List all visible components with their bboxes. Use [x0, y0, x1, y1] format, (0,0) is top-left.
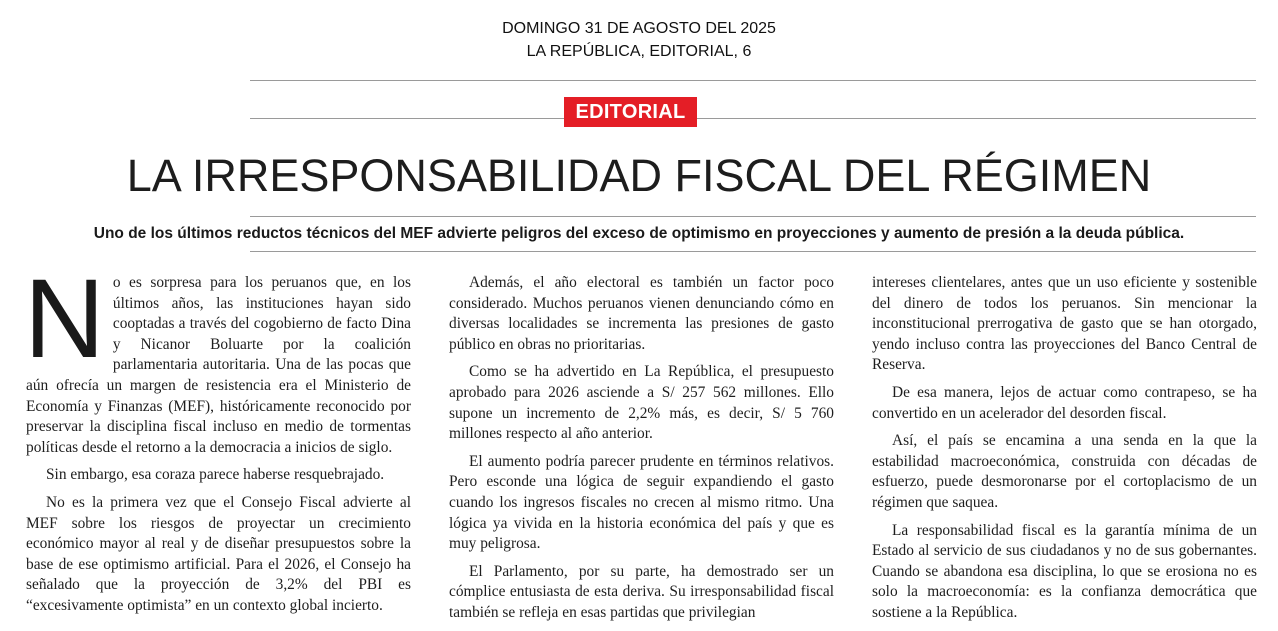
article-column-2	[449, 273, 834, 631]
article-paragraph: Así, el país se encamina a una senda en la que la estabilidad macroeconómica, construida con décadas de esfuerzo, puede desmoronarse por el cortoplacismo de un régimen que saquea.	[872, 432, 1257, 511]
article-paragraph: De esa manera, lejos de actuar como contrapeso, se ha convertido en un acelerador del desorden fiscal.	[872, 383, 1257, 422]
divider-subheadline	[250, 251, 1256, 252]
article-paragraph: La responsabilidad fiscal es la garantía mínima de un Estado al servicio de sus ciudadanos y no de sus gobernantes. Cuando se abandona esa disciplina, lo que se erosiona no es solo la macroeconomía: es la confianza democrática que sostiene a la República.	[872, 521, 1257, 621]
divider-top	[250, 80, 1256, 81]
drop-cap: N	[24, 256, 105, 381]
article-paragraph: Además, el año electoral es también un factor poco considerado. Muchos peruanos vienen denunciando cómo en diversas localidades se incrementa las presiones de gasto público en obras no prioritarias.	[449, 274, 834, 353]
article-paragraph: El Parlamento, por su parte, ha demostrado ser un cómplice entusiasta de esta deriva. Su irresponsabilidad fiscal también se refleja en esas partidas que privilegian	[449, 562, 834, 621]
article-paragraph: El aumento podría parecer prudente en términos relativos. Pero esconde una lógica de seguir expandiendo el gasto cuando los ingresos fiscales no crecen al mismo ritmo. Una lógica ya vivida en la historia económica del país y que es muy peligrosa.	[449, 452, 834, 553]
article-paragraph: Sin embargo, esa coraza parece haberse resquebrajado.	[46, 466, 385, 484]
headline: LA IRRESPONSABILIDAD FISCAL DEL RÉGIMEN	[126, 150, 1152, 201]
publication-source: LA REPÚBLICA, EDITORIAL, 6	[526, 43, 752, 60]
divider-headline	[250, 216, 1256, 217]
publication-date: DOMINGO 31 DE AGOSTO DEL 2025	[502, 20, 776, 37]
divider-section	[250, 118, 1256, 119]
article-column-3	[872, 273, 1257, 631]
article-paragraph: No es la primera vez que el Consejo Fiscal advierte al MEF sobre los riesgos de proyectar un crecimiento económico mayor al real y de diseñar presupuestos sobre la base de ese optimismo artificial. Para el 2026, el Consejo ha señalado que la proyección de 3,2% del PBI es “excesivamente optimista” en un contexto global incierto.	[26, 493, 411, 614]
section-label: EDITORIAL	[564, 97, 697, 127]
article-paragraph: Como se ha advertido en La República, el presupuesto aprobado para 2026 asciende a S/ 257 562 millones. Ello supone un incremento de 2,2% más, es decir, S/ 5 760 millones respecto al año anterior.	[449, 363, 834, 443]
paragraph-text: o es sorpresa para los peruanos que, en los últimos años, las instituciones hayan sido cooptadas a través del cogobierno de facto Dina y Nicanor Boluarte por la coalición parlamentaria autoritaria. Una de las pocas que aún ofrecía un margen de resistencia era el Ministerio de Economía y Finanzas (MEF), históricamente reconocido por preservar la disciplina fiscal incluso en medio de tormentas políticas desde el retorno a la democracia a inicios de siglo.	[26, 274, 411, 456]
article-column-1	[24, 256, 411, 624]
article-paragraph: intereses clientelares, antes que un uso eficiente y sostenible del dinero de todos los peruanos. Sin mencionar la inconstitucional prerrogativa de gasto que se han otorgado, yendo incluso contra las proyecciones del Banco Central de Reserva.	[872, 274, 1257, 374]
subheadline: Uno de los últimos reductos técnicos del MEF advierte peligros del exceso de optimismo en proyecciones y aumento de presión a la deuda pública.	[93, 225, 1185, 242]
article-paragraph	[24, 256, 411, 458]
